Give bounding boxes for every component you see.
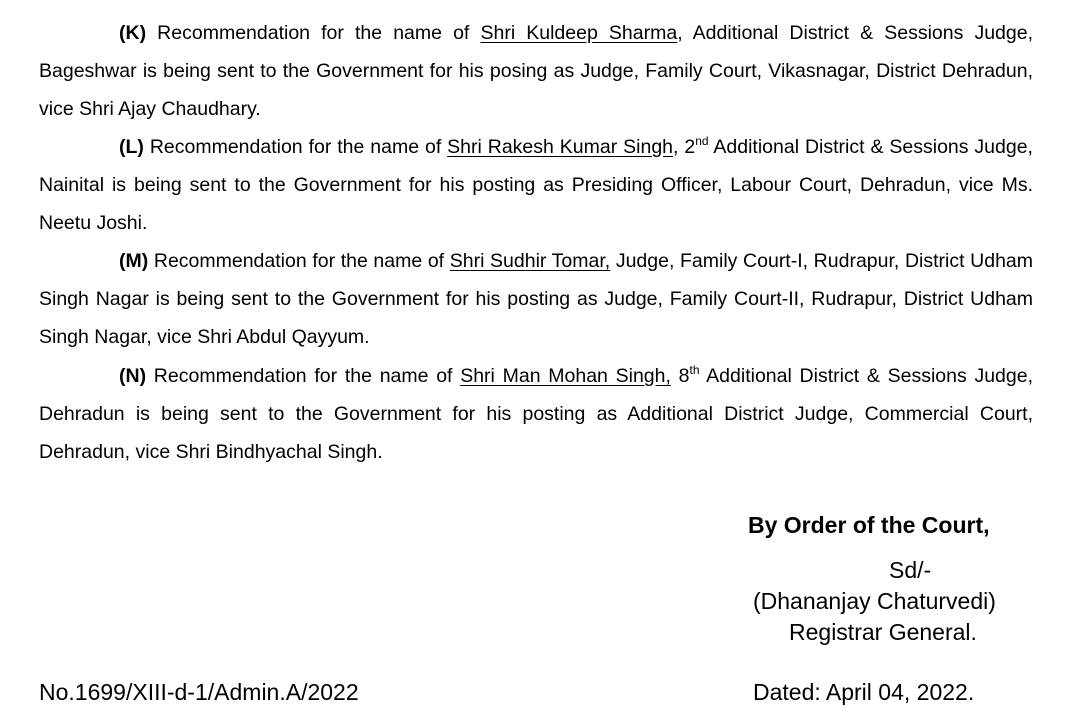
paragraph-n-label: (N) [119, 365, 147, 387]
paragraph-l-intro: Recommendation for the name of [143, 136, 448, 158]
paragraph-m-officer-name: Shri Sudhir Tomar, [449, 250, 611, 272]
by-order-of-court: By Order of the Court, [748, 512, 990, 538]
paragraph-n-ordinal: 8 [670, 365, 690, 387]
paragraph-k-officer-name: Shri Kuldeep Sharma [480, 22, 678, 44]
paragraph-n [39, 357, 1033, 471]
paragraph-n-ordinal-suffix: th [689, 363, 700, 377]
paragraph-k-text: , Additional District & Sessions Judge, Bageshwar is being sent to the Government for his posing as Judge, Family Court, Vikasnagar, District Dehradun, vice Shri Ajay Chaudhary. [39, 22, 1033, 120]
paragraph-l-text: Additional District & Sessions Judge, Nainital is being sent to the Government for his posting as Presiding Officer, Labour Court, Dehradun, vice Ms. Neetu Joshi. [39, 136, 1033, 234]
paragraph-n-intro: Recommendation for the name of [146, 365, 461, 387]
paragraph-l-officer-name: Shri Rakesh Kumar Singh [447, 136, 674, 158]
paragraph-n-text: Additional District & Sessions Judge, Dehradun is being sent to the Government for his posting as Additional District Judge, Commercial Court, Dehradun, vice Shri Bindhyachal Singh. [39, 365, 1033, 463]
paragraph-l-ordinal-suffix: nd [695, 134, 709, 148]
paragraph-k-label: (K) [119, 22, 147, 44]
paragraph-m [39, 242, 1033, 356]
paragraph-l-ordinal: , 2 [673, 136, 696, 158]
paragraph-m-intro: Recommendation for the name of [148, 250, 450, 272]
signed-mark: Sd/- [889, 557, 932, 583]
reference-number: No.1699/XIII-d-1/Admin.A/2022 [39, 679, 359, 705]
paragraph-k [39, 14, 1033, 128]
paragraph-l [39, 128, 1033, 242]
paragraph-n-officer-name: Shri Man Mohan Singh, [460, 365, 671, 387]
issue-date: Dated: April 04, 2022. [753, 679, 975, 705]
paragraph-m-text: Judge, Family Court-I, Rudrapur, District Udham Singh Nagar is being sent to the Government for his posting as Judge, Family Court-II, Rudrapur, District Udham Singh Nagar, vice Shri Abdul Qayyum. [39, 250, 1034, 348]
signatory-title: Registrar General. [789, 619, 977, 645]
signatory-name: (Dhananjay Chaturvedi) [753, 588, 996, 614]
paragraph-l-label: (L) [119, 136, 144, 158]
paragraph-m-label: (M) [119, 250, 149, 272]
paragraph-k-intro: Recommendation for the name of [146, 22, 481, 44]
